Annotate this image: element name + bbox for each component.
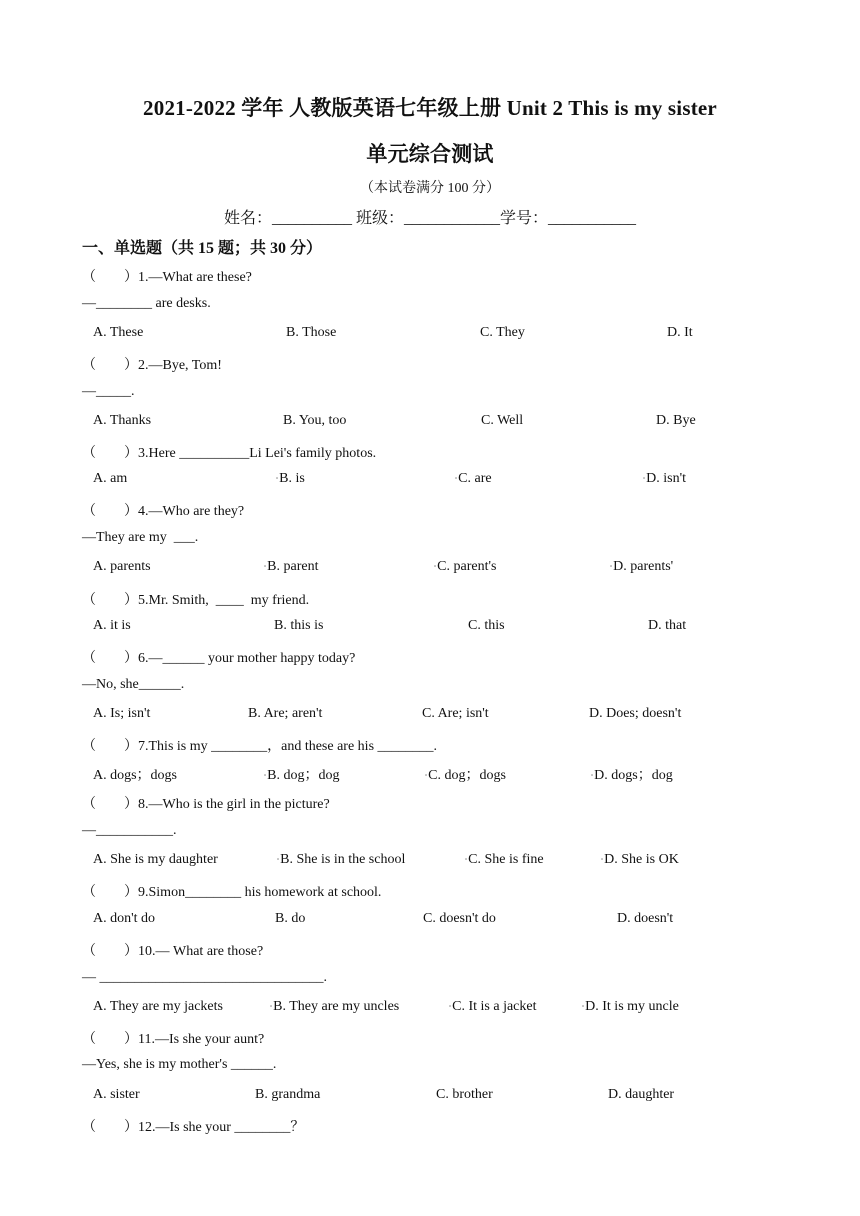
- q4-option-b[interactable]: [264, 559, 318, 575]
- q9-option-a[interactable]: A. don't do: [93, 911, 156, 926]
- q11-option-b[interactable]: B. grandma: [255, 1087, 321, 1102]
- q4-option-c[interactable]: [434, 559, 496, 575]
- section-heading: 一、单选题（共 15 题；共 30 分）: [82, 240, 323, 257]
- q8-option-d[interactable]: [601, 852, 679, 868]
- question-11-stem: （ ）11.—Is she your aunt?: [82, 1032, 265, 1047]
- option-marker-icon: ▫: [277, 856, 280, 863]
- q7-option-a[interactable]: A. dogs；dogs: [93, 768, 178, 783]
- q1-option-d[interactable]: D. It: [667, 325, 693, 340]
- question-2-answer-line: —_____.: [82, 384, 135, 399]
- q2-option-c[interactable]: C. Well: [481, 413, 524, 428]
- q6-option-a[interactable]: A. Is; isn't: [93, 706, 151, 721]
- option-marker-icon: ▫: [582, 1003, 585, 1010]
- q8-option-b[interactable]: [277, 852, 405, 868]
- question-8-stem: （ ）8.—Who is the girl in the picture?: [82, 797, 330, 812]
- q9-option-d[interactable]: D. doesn't: [617, 911, 674, 926]
- option-marker-icon: ▫: [425, 772, 428, 779]
- q4-option-c-label: C. parent's: [437, 559, 497, 574]
- q4-option-d[interactable]: [610, 559, 673, 575]
- score-note: （本试卷满分 100 分）: [360, 181, 500, 196]
- q10-option-c[interactable]: [449, 999, 537, 1015]
- question-2-stem: （ ）2.—Bye, Tom!: [82, 358, 222, 373]
- question-4-answer-line: —They are my ___.: [82, 530, 199, 545]
- q6-option-d[interactable]: D. Does; doesn't: [589, 706, 682, 721]
- q5-option-d[interactable]: D. that: [648, 618, 687, 633]
- q10-option-c-label: C. It is a jacket: [452, 999, 537, 1014]
- q8-option-b-label: B. She is in the school: [280, 852, 406, 867]
- q10-option-a[interactable]: A. They are my jackets: [93, 999, 223, 1014]
- q11-option-c[interactable]: C. brother: [436, 1087, 493, 1102]
- question-1-answer-line: —________ are desks.: [82, 296, 211, 311]
- option-marker-icon: ▫: [601, 856, 604, 863]
- question-10-answer-line: — ________________________________.: [82, 970, 327, 985]
- question-6-answer-line: —No, she______.: [82, 677, 185, 692]
- student-info-line: 姓名：__________ 班级：____________学号：___________: [223, 210, 636, 227]
- question-10-stem: （ ）10.— What are those?: [82, 944, 264, 959]
- q7-option-b-label: B. dog；dog: [267, 768, 340, 783]
- q3-option-b-label: B. is: [279, 471, 305, 486]
- question-8-answer-line: —___________.: [82, 823, 177, 838]
- q7-option-b[interactable]: [264, 764, 339, 784]
- q7-option-d[interactable]: [591, 764, 673, 784]
- option-marker-icon: ▫: [270, 1003, 273, 1010]
- q10-option-b-label: B. They are my uncles: [273, 999, 400, 1014]
- q5-option-a[interactable]: A. it is: [93, 618, 131, 633]
- q1-option-a[interactable]: A. These: [93, 325, 144, 340]
- q1-option-c[interactable]: C. They: [480, 325, 525, 340]
- q3-option-b[interactable]: [276, 471, 305, 487]
- question-5-stem: （ ）5.Mr. Smith, ____ my friend.: [82, 593, 310, 608]
- q5-option-b[interactable]: B. this is: [274, 618, 324, 633]
- q5-option-c[interactable]: C. this: [468, 618, 505, 633]
- option-marker-icon: ▫: [449, 1003, 452, 1010]
- question-3-stem: （ ）3.Here __________Li Lei's family photos.: [82, 446, 377, 461]
- q6-option-c[interactable]: C. Are; isn't: [422, 706, 489, 721]
- q10-option-d[interactable]: [582, 999, 679, 1015]
- q9-option-c[interactable]: C. doesn't do: [423, 911, 496, 926]
- q7-option-c[interactable]: [425, 764, 506, 784]
- q8-option-c[interactable]: [465, 852, 544, 868]
- q4-option-b-label: B. parent: [267, 559, 319, 574]
- question-7-stem: （ ）7.This is my ________，and these are his ________.: [82, 739, 438, 754]
- option-marker-icon: ▫: [264, 772, 267, 779]
- q3-option-a[interactable]: A. am: [93, 471, 128, 486]
- q10-option-d-label: D. It is my uncle: [585, 999, 679, 1014]
- question-12-stem: （ ）12.—Is she your ________？: [82, 1120, 305, 1135]
- option-marker-icon: ▫: [465, 856, 468, 863]
- option-marker-icon: ▫: [643, 475, 646, 482]
- q1-option-b[interactable]: B. Those: [286, 325, 337, 340]
- q3-option-c-label: C. are: [458, 471, 492, 486]
- question-1-stem: （ ）1.—What are these?: [82, 270, 252, 285]
- page-title: 2021-2022 学年 人教版英语七年级上册 Unit 2 This is my sister: [143, 96, 717, 120]
- q8-option-a[interactable]: A. She is my daughter: [93, 852, 218, 867]
- option-marker-icon: ▫: [610, 563, 613, 570]
- option-marker-icon: ▫: [434, 563, 437, 570]
- q2-option-d[interactable]: D. Bye: [656, 413, 696, 428]
- q7-option-c-label: C. dog；dogs: [428, 768, 506, 783]
- q11-option-a[interactable]: A. sister: [93, 1087, 140, 1102]
- option-marker-icon: ▫: [455, 475, 458, 482]
- q3-option-d-label: D. isn't: [646, 471, 687, 486]
- q8-option-d-label: D. She is OK: [604, 852, 679, 867]
- q8-option-c-label: C. She is fine: [468, 852, 544, 867]
- q2-option-a[interactable]: A. Thanks: [93, 413, 152, 428]
- q4-option-d-label: D. parents': [613, 559, 674, 574]
- option-marker-icon: ▫: [591, 772, 594, 779]
- option-marker-icon: ▫: [264, 563, 267, 570]
- question-6-stem: （ ）6.—______ your mother happy today?: [82, 651, 356, 666]
- question-9-stem: （ ）9.Simon________ his homework at school.: [82, 885, 382, 900]
- question-4-stem: （ ）4.—Who are they?: [82, 504, 245, 519]
- q4-option-a[interactable]: A. parents: [93, 559, 151, 574]
- question-11-answer-line: —Yes, she is my mother's ______.: [82, 1057, 277, 1072]
- q10-option-b[interactable]: [270, 999, 399, 1015]
- page-subtitle: 单元综合测试: [366, 142, 494, 166]
- q11-option-d[interactable]: D. daughter: [608, 1087, 675, 1102]
- q7-option-d-label: D. dogs；dog: [594, 768, 673, 783]
- q3-option-d[interactable]: [643, 471, 686, 487]
- q3-option-c[interactable]: [455, 471, 492, 487]
- q9-option-b[interactable]: B. do: [275, 911, 306, 926]
- q2-option-b[interactable]: B. You, too: [283, 413, 347, 428]
- option-marker-icon: ▫: [276, 475, 279, 482]
- q6-option-b[interactable]: B. Are; aren't: [248, 706, 323, 721]
